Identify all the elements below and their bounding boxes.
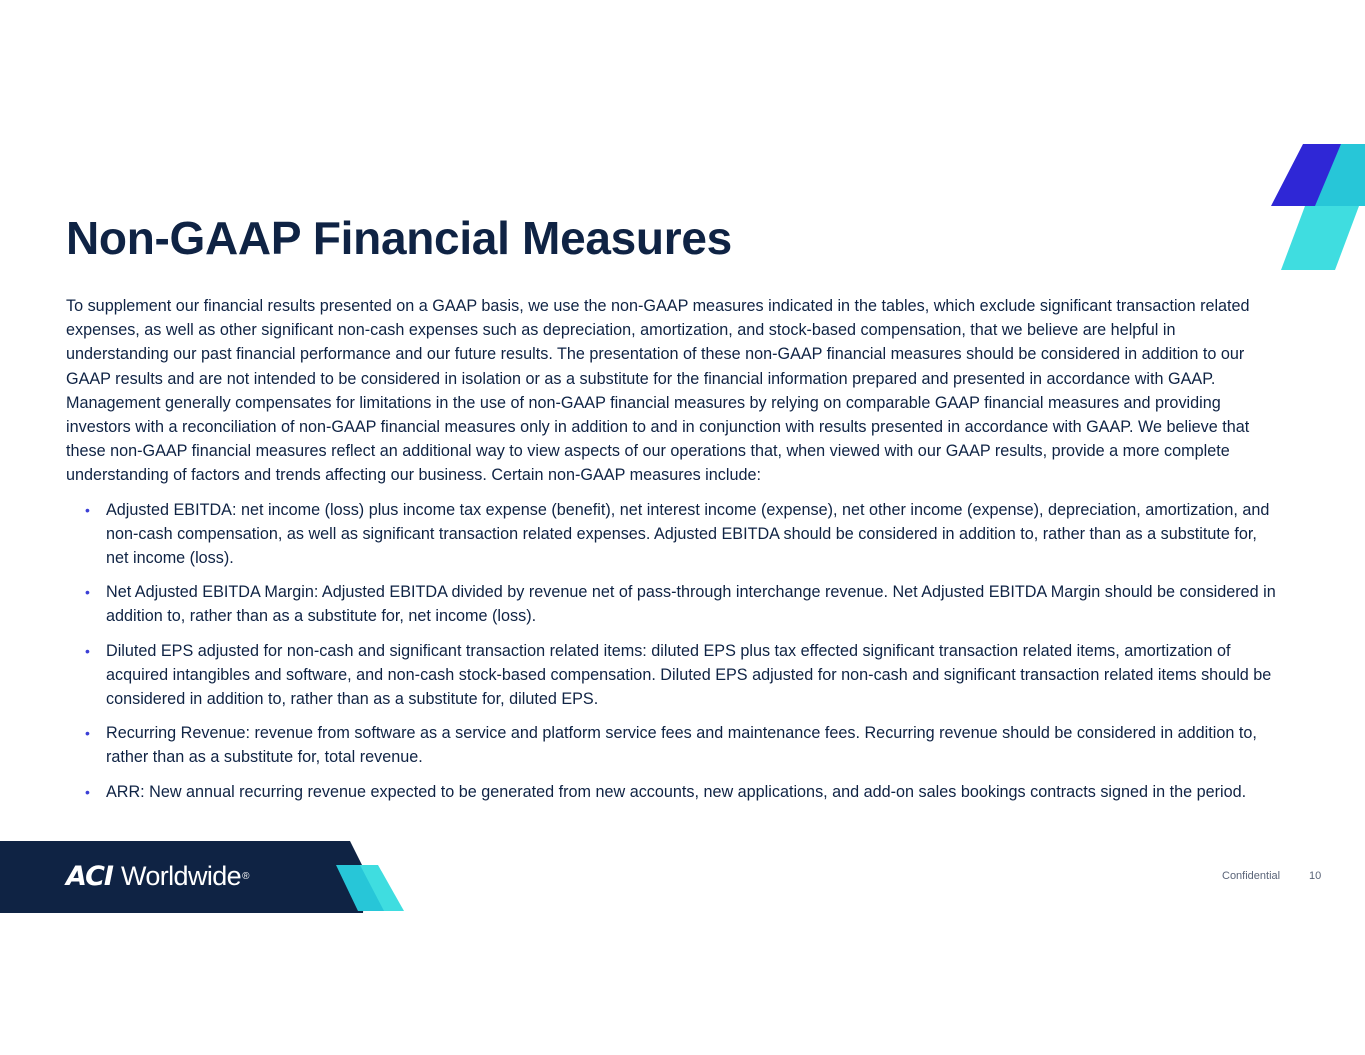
confidential-label: Confidential: [1222, 870, 1281, 882]
bullet-icon: •: [85, 783, 90, 800]
logo-mark: ACI: [66, 860, 113, 892]
list-item: [66, 639, 1280, 712]
list-item: [66, 780, 1280, 804]
page-number: 10: [1309, 870, 1322, 882]
aci-worldwide-logo: [66, 861, 249, 891]
list-item-text: Adjusted EBITDA: net income (loss) plus income tax expense (benefit), net interest income (expense), net other income (expense), depreciation, amortization, and non-cash compensation, as well as significant transaction related expenses. Adjusted EBITDA should be considered in addition to, rather than as a substitute for, net income (loss).: [106, 500, 1270, 568]
list-item-text: Recurring Revenue: revenue from software as a service and platform service fees and maintenance fees. Recurring revenue should be considered in addition to, rather than as a substitute for, total revenue.: [106, 724, 1257, 767]
list-item: [66, 580, 1280, 628]
logo-registered-mark: ®: [242, 870, 250, 882]
intro-paragraph: To supplement our financial results presented on a GAAP basis, we use the non-GAAP measures indicated in the tables, which exclude significant transaction related expenses, as well as other significant non-cash expenses such as depreciation, amortization, and stock-based compensation, that we believe are helpful in understanding our past financial performance and our future results. The presentation of these non-GAAP financial measures should be considered in addition to our GAAP results and are not intended to be considered in isolation or as a substitute for the financial information prepared and presented in accordance with GAAP. Management generally compensates for limitations in the use of non-GAAP financial measures by relying on comparable GAAP financial measures and providing investors with a reconciliation of non-GAAP financial measures only in addition to and in conjunction with results presented in accordance with GAAP. We believe that these non-GAAP financial measures reflect an additional way to view aspects of our operations that, when viewed with our GAAP results, provide a more complete understanding of factors and trends affecting our business. Certain non-GAAP measures include:: [66, 297, 1250, 485]
corner-accent-graphic: [1268, 142, 1365, 272]
list-item: [66, 721, 1280, 769]
logo-wordmark: Worldwide: [120, 860, 242, 891]
bullet-icon: •: [85, 642, 90, 659]
bullet-icon: •: [85, 501, 90, 518]
list-item: [66, 498, 1280, 571]
list-item-text: Net Adjusted EBITDA Margin: Adjusted EBITDA divided by revenue net of pass-through interchange revenue. Net Adjusted EBITDA Margin should be considered in addition to, rather than as a substitute for, net income (loss).: [106, 583, 1276, 626]
bullet-icon: •: [85, 584, 90, 601]
bullet-icon: •: [85, 725, 90, 742]
measures-list: [66, 498, 1280, 804]
list-item-text: Diluted EPS adjusted for non-cash and significant transaction related items: diluted EPS plus tax effected significant transaction related items, amortization of acquired intangibles and software, and non-cash stock-based compensation. Diluted EPS adjusted for non-cash and significant transaction related items should be considered in addition to, rather than as a substitute for, diluted EPS.: [106, 641, 1272, 709]
page-title: Non-GAAP Financial Measures: [66, 212, 732, 264]
body-content: [66, 294, 1280, 814]
list-item-text: ARR: New annual recurring revenue expected to be generated from new accounts, new applications, and add-on sales bookings contracts signed in the period.: [106, 782, 1247, 801]
